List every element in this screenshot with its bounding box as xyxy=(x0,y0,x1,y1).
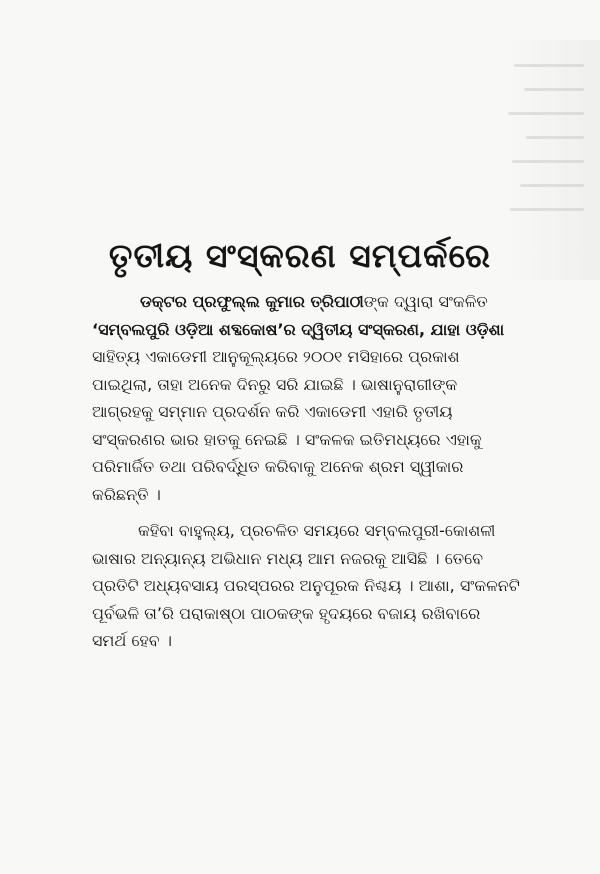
paragraph-1-line-3: ସାହିତ୍ୟ ଏକାଡେମୀ ଆନୁକୂଲ୍ୟରେ ୨୦୦୧ ମସିହାରେ ପ୍ରକାଶ xyxy=(92,347,460,366)
paragraph-2-line-2: ଭାଷାର ଅନ୍ୟାନ୍ୟ ଅଭିଧାନ ମଧ୍ୟ ଆମ ନଜରକୁ ଆସିଛି । ତେବେ xyxy=(92,548,484,568)
paragraph-1-line-2: ‘ସମ୍ବଲପୁରି ଓଡ଼ିଆ ଶବ୍ଦକୋଷ’ର ଦ୍ୱିତୀୟ ସଂସ୍କରଣ, ଯାହା ଓଡ଼ିଶା xyxy=(92,319,505,339)
paragraph-1 xyxy=(92,288,542,508)
paragraph-2-line-5: ସମର୍ଥ ହେବ । xyxy=(92,631,172,650)
paragraph-1-line-4: ପାଇଥିଲା, ତାହା ଅନେକ ଦିନରୁ ସରି ଯାଇଛି । ଭାଷାନୁରାଗୀଙ୍କ xyxy=(92,374,458,394)
paragraph-2-line-1: କହିବା ବାହୁଲ୍ୟ, ପ୍ରଚଳିତ ସମୟରେ ସମ୍ବଲପୁରୀ-କୋଶଳୀ xyxy=(138,521,496,540)
paragraph-1-line-6: ସଂସ୍କରଣର ଭାର ହାତକୁ ନେଇଛି । ସଂକଳକ ଇତିମଧ୍ୟରେ ଏହାକୁ xyxy=(92,429,482,449)
paragraph-1-line-1-rest: ଙ୍କ ଦ୍ୱାରା ସଂକଳିତ xyxy=(363,292,488,311)
paragraph-1-line-8: କରିଛନ୍ତି । xyxy=(92,484,161,504)
page-title: ତୃତୀୟ ସଂସ୍କରଣ ସମ୍ପର୍କରେ xyxy=(108,236,492,276)
document-body xyxy=(92,288,542,655)
paragraph-1-line-7: ପରିମାର୍ଜିତ ତଥା ପରିବର୍ଦ୍ଧିତ କରିବାକୁ ଅନେକ ଶ୍ରମ ସ୍ୱୀକାର xyxy=(92,457,464,476)
paragraph-2-line-4: ପୂର୍ବଭଳି ତା’ରି ପରାକାଷ୍ଠା ପାଠକଙ୍କ ହୃଦୟରେ ବଜାୟ ରଖିବାରେ xyxy=(92,603,481,623)
paragraph-1-line-1 xyxy=(92,288,542,316)
author-name: ଡକ୍ଟର ପ୍ରଫୁଲ୍ଲ କୁମାର ତ୍ରିପାଠୀ xyxy=(140,292,364,311)
paragraph-2 xyxy=(92,517,542,655)
paragraph-2-line-3: ପ୍ରତିଟି ଅଧ୍ୟବସାୟ ପରସ୍ପରର ଅନୁପୂରକ ନିଶ୍ଚୟ । ଆଶା, ସଂକଳନଟି xyxy=(92,576,520,595)
paragraph-1-line-5: ଆଗ୍ରହକୁ ସମ୍ମାନ ପ୍ରଦର୍ଶନ କରି ଏକାଡେମୀ ଏହାରି ତୃତୀୟ xyxy=(92,402,453,421)
